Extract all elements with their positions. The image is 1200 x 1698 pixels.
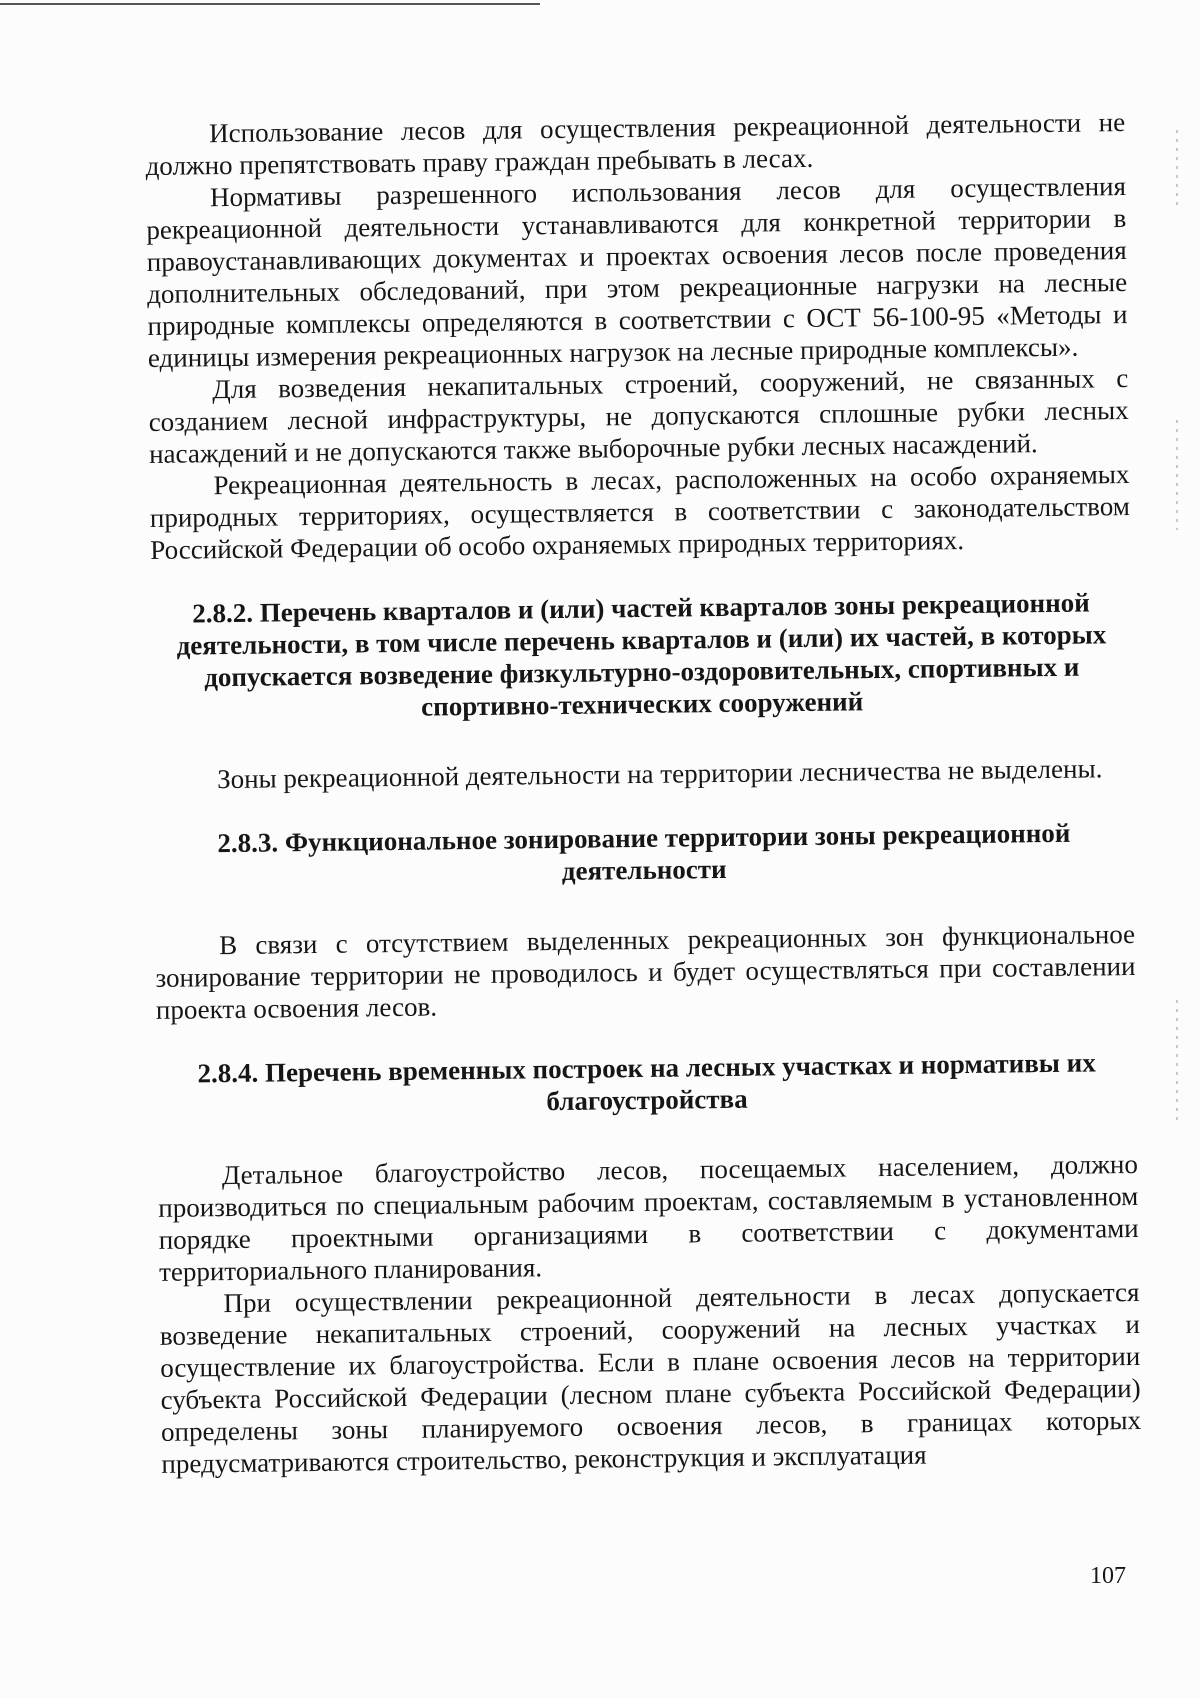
scan-top-rule xyxy=(0,3,540,5)
paragraph-zones-not-allocated: Зоны рекреационной деятельности на территории лесничества не выделены. xyxy=(216,753,1103,795)
scan-margin-mark xyxy=(1176,130,1178,210)
paragraph-forest-use: Использование лесов для осуществления рекреационной деятельности не должно препятствовать праву граждан пребывать в лесах. xyxy=(145,107,1126,181)
page-number: 107 xyxy=(1090,1563,1126,1589)
section-heading-2-8-2: 2.8.2. Перечень кварталов и (или) частей кварталов зоны рекреационной деятельности, в том числе перечень кварталов и (или) их частей, в которых допускается возведение физкультурно-оздоровительных, спортивных и спортивно-технических сооружений xyxy=(176,587,1107,722)
section-heading-2-8-4: 2.8.4. Перечень временных построек на лесных участках и нормативы их благоустройства xyxy=(197,1047,1096,1117)
scan-margin-mark xyxy=(1176,420,1178,530)
paragraph-detailed-improvement: Детальное благоустройство лесов, посещаемых населением, должно производиться по специальным рабочим проектам, составляемым в установленном порядке проектными организациями в соответствии с документами территориального планирования. xyxy=(158,1148,1139,1287)
text-column xyxy=(145,106,1142,1480)
paragraph-recreational-activity: При осуществлении рекреационной деятельности в лесах допускается возведение некапитальных строений, сооружений на лесных участках и осуществление их благоустройства. Если в плане освоения лесов на территории субъекта Российской Федерации (лесном плане субъекта Российской Федерации) определены зоны планируемого освоения лесов, в границах которых предусматриваются строительство, реконструкция и эксплуатация xyxy=(159,1276,1142,1479)
paragraph-functional-zoning: В связи с отсутствием выделенных рекреационных зон функциональное зонирование территории не проводилось и будет осуществляться при составлении проекта освоения лесов. xyxy=(155,918,1136,1025)
scan-margin-mark xyxy=(1176,1000,1178,1120)
paragraph-non-capital-structures: Для возведения некапитальных строений, сооружений, не связанных с созданием лесной инфраструктуры, не допускаются сплошные рубки лесных насаждений и не допускаются также выборочные рубки лесных насаждений. xyxy=(148,363,1129,469)
paragraph-recreation-norms: Нормативы разрешенного использования лесов для осуществления рекреационной деятельности устанавливаются для конкретной территории в правоустанавливающих документах и проектах освоения лесов после проведения дополнительных обследований, при этом рекреационные нагрузки на лесные природные комплексы определяются в соответствии с ОСТ 56-100-95 «Методы и единицы измерения рекреационных нагрузок на лесные природные комплексы». xyxy=(146,171,1128,373)
section-heading-2-8-3: 2.8.3. Функциональное зонирование территории зоны рекреационной деятельности xyxy=(217,817,1071,886)
paragraph-protected-areas: Рекреационная деятельность в лесах, расположенных на особо охраняемых природных территориях, осуществляется в соответствии с законодательством Российской Федерации об особо охраняемых природных территориях. xyxy=(149,459,1130,565)
